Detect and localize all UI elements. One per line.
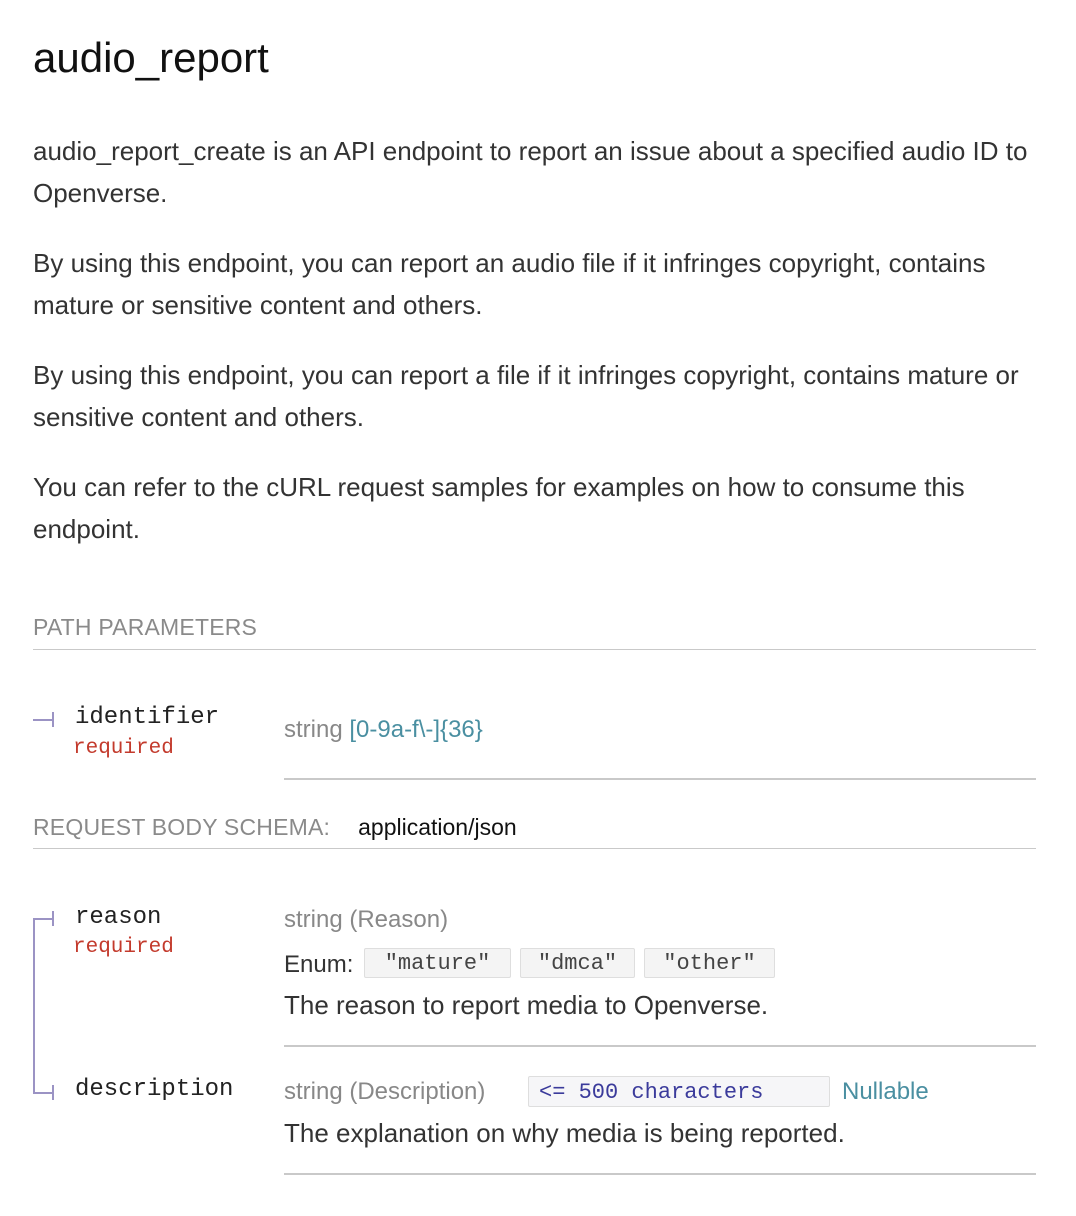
param-type-name: string [284, 716, 343, 743]
field-type: string (Description) [284, 1078, 486, 1105]
tree-branch-icon [33, 918, 53, 920]
tree-branch-icon [33, 719, 53, 721]
tree-trunk-line [33, 918, 35, 1093]
tree-cap-icon [52, 911, 54, 926]
enum-value-chip: "dmca" [520, 948, 635, 978]
param-type [284, 716, 483, 744]
param-name: identifier [75, 704, 220, 731]
param-divider [284, 778, 1036, 780]
field-description: The explanation on why media is being reported. [284, 1118, 845, 1148]
field-name: reason [75, 904, 162, 931]
param-pattern: [0-9a-f\-]{36} [349, 716, 483, 743]
tree-cap-icon [52, 1085, 54, 1100]
required-badge: required [73, 737, 174, 760]
intro-paragraph: audio_report_create is an API endpoint to report an issue about a specified audio ID to Openverse. [33, 136, 1028, 208]
field-divider [284, 1045, 1036, 1047]
usage-paragraph-generic: By using this endpoint, you can report a file if it infringes copyright, contains mature or sensitive content and others. [33, 360, 1019, 432]
enum-value-chip: "other" [644, 948, 775, 978]
page-title: audio_report [33, 34, 269, 81]
field-name: description [75, 1076, 234, 1103]
enum-value-chip: "mature" [364, 948, 511, 978]
nullable-badge: Nullable [842, 1078, 929, 1105]
curl-reference-paragraph: You can refer to the cURL request samples for examples on how to consume this endpoint. [33, 472, 965, 544]
field-description: The reason to report media to Openverse. [284, 990, 769, 1020]
required-badge: required [73, 936, 174, 959]
path-parameters-label: PATH PARAMETERS [33, 614, 258, 640]
usage-paragraph: By using this endpoint, you can report an audio file if it infringes copyright, contains mature or sensitive content and others. [33, 248, 986, 320]
request-body-heading [33, 814, 1036, 849]
path-parameters-heading [33, 614, 1036, 650]
request-body-label: REQUEST BODY SCHEMA: [33, 814, 331, 840]
content-type: application/json [358, 814, 517, 840]
tree-cap-icon [52, 712, 54, 727]
field-divider [284, 1173, 1036, 1175]
enum-label: Enum: [284, 951, 354, 978]
field-type: string (Reason) [284, 906, 449, 933]
tree-branch-icon [33, 1092, 53, 1094]
max-length-constraint: <= 500 characters [528, 1076, 830, 1107]
